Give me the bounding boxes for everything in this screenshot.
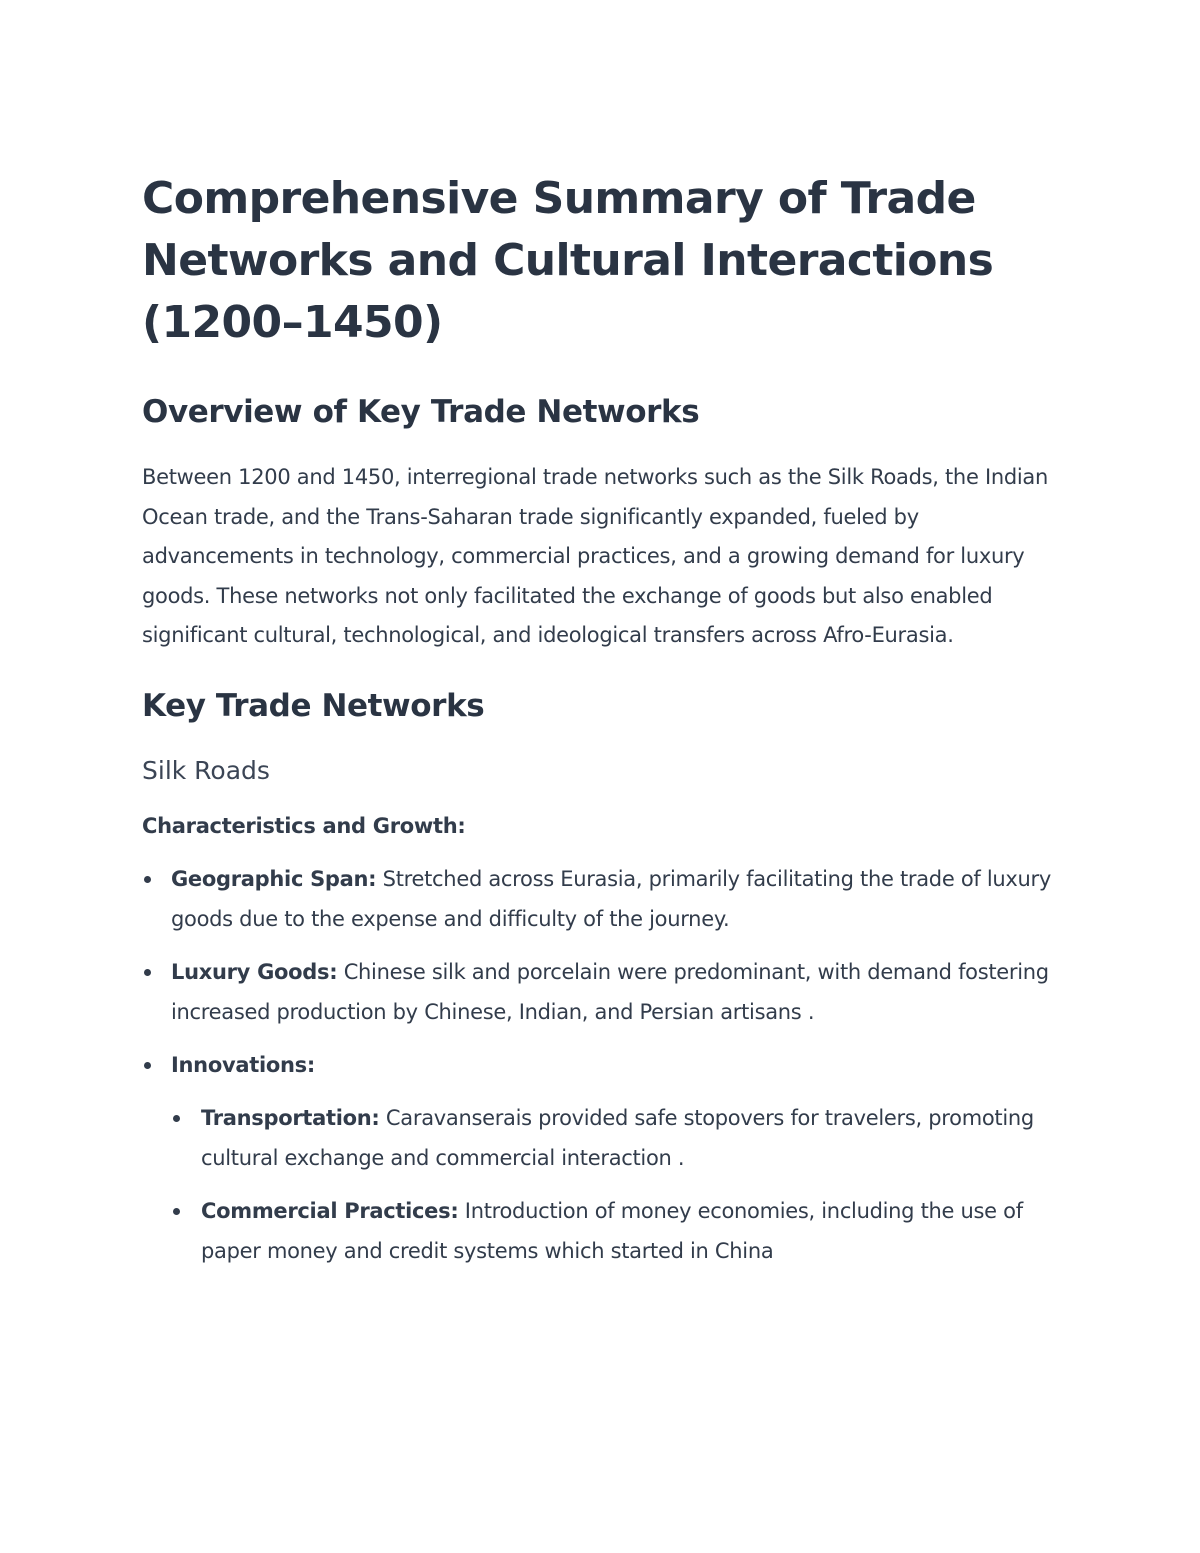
- document-page: [142, 168, 1062, 1284]
- bullet-icon: [144, 1062, 151, 1069]
- bullet-icon: [144, 876, 151, 883]
- document-title: Comprehensive Summary of Trade Networks and Cultural Interactions (1200–1450): [142, 173, 994, 348]
- list-item-text: Stretched across Eurasia, primarily facilitating the trade of luxury goods due to the expense and difficulty of the journey.: [171, 866, 1051, 931]
- overview-heading: Overview of Key Trade Networks: [142, 394, 700, 430]
- silk-roads-heading: Silk Roads: [142, 755, 270, 785]
- list-item-term: Innovations:: [171, 1052, 315, 1077]
- sublist-item-transportation: [171, 1098, 1062, 1178]
- sublist-item-term: Transportation:: [201, 1105, 380, 1130]
- characteristics-label: Characteristics and Growth:: [142, 813, 466, 838]
- bullet-icon: [173, 1208, 180, 1215]
- key-trade-networks-heading: Key Trade Networks: [142, 687, 485, 724]
- list-item-innovations: [142, 1045, 1062, 1271]
- bullet-icon: [144, 969, 151, 976]
- sublist-item-term: Commercial Practices:: [201, 1198, 459, 1223]
- overview-paragraph: Between 1200 and 1450, interregional trade networks such as the Silk Roads, the Indian Ocean trade, and the Trans-Saharan trade significantly expanded, fueled by advancements in technology, commercial practices, and a growing demand for luxury goods. These networks not only facilitated the exchange of goods but also enabled significant cultural, technological, and ideological transfers across Afro-Eurasia.: [142, 465, 1048, 648]
- sublist-item-text: Introduction of money economies, including the use of paper money and credit systems which started in China: [201, 1198, 1023, 1263]
- list-item-luxury-goods: [142, 952, 1062, 1032]
- list-item-term: Luxury Goods:: [171, 959, 338, 984]
- list-item-geographic-span: [142, 859, 1062, 939]
- list-item-text: Chinese silk and porcelain were predominant, with demand fostering increased production by Chinese, Indian, and Persian artisans .: [171, 959, 1049, 1024]
- list-item-term: Geographic Span:: [171, 866, 377, 891]
- innovations-sublist: [171, 1098, 1062, 1271]
- sublist-item-text: Caravanserais provided safe stopovers for travelers, promoting cultural exchange and commercial interaction .: [201, 1105, 1034, 1170]
- silk-roads-list: [142, 859, 1062, 1271]
- sublist-item-commercial-practices: [171, 1191, 1062, 1271]
- bullet-icon: [173, 1115, 180, 1122]
